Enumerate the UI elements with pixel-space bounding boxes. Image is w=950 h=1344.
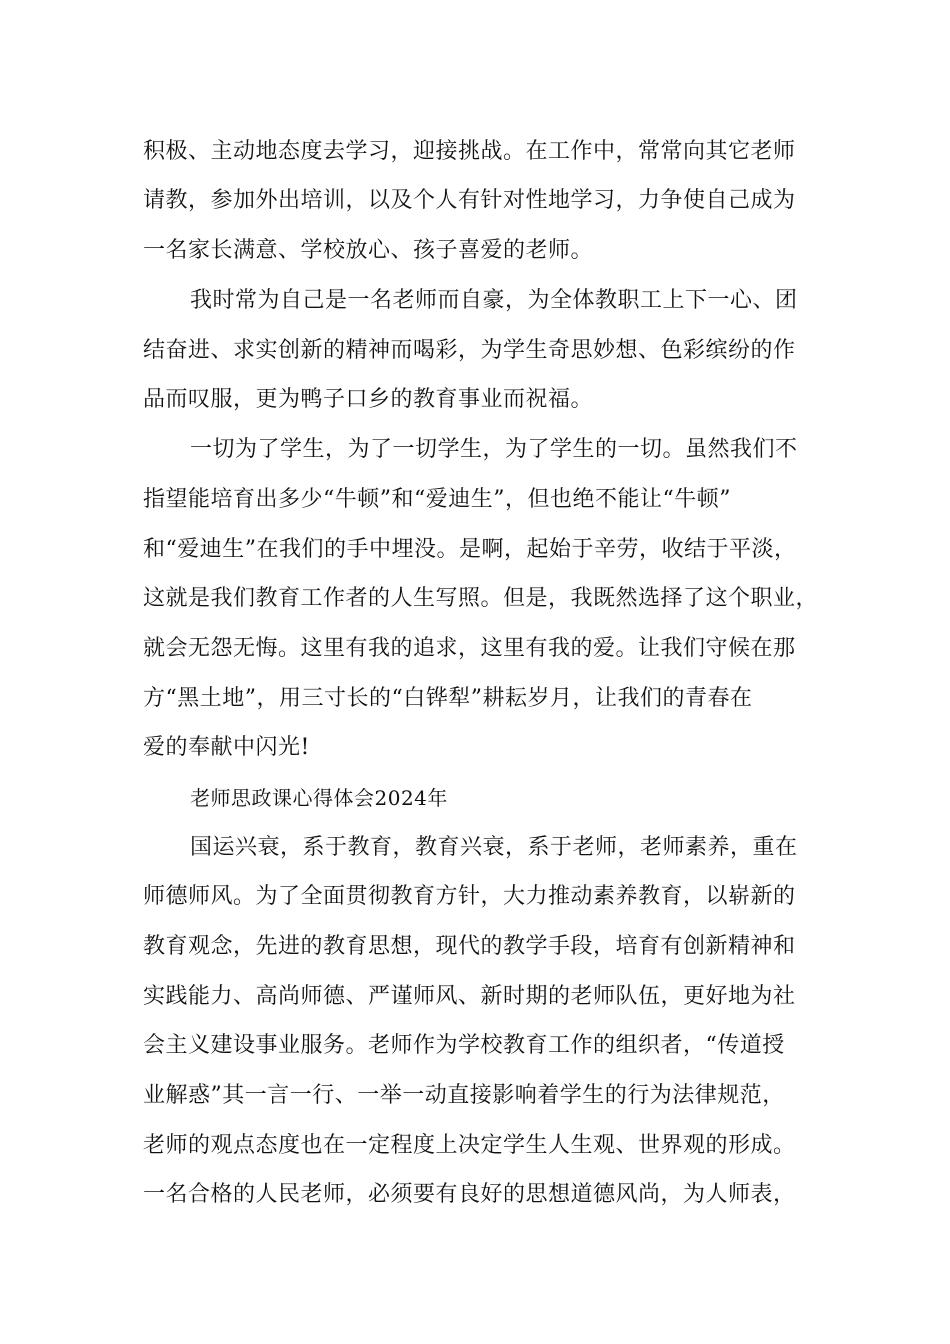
text-line: 指望能培育出多少“牛顿”和“爱迪生”，但也绝不能让“牛顿” — [143, 487, 731, 512]
section-title: 老师思政课心得体会2024年 — [190, 786, 448, 810]
text-line: 结奋进、求实创新的精神而喝彩，为学生奇思妙想、色彩缤纷的作 — [143, 338, 796, 363]
text-line: 会主义建设事业服务。老师作为学校教育工作的组织者，“传道授 — [143, 1033, 785, 1058]
text-line: 和“爱迪生”在我们的手中埋没。是啊，起始于辛劳，收结于平淡， — [143, 537, 797, 562]
text-line: 师德师风。为了全面贯彻教育方针，大力推动素养教育，以崭新的 — [143, 884, 796, 909]
text-line: 这就是我们教育工作者的人生写照。但是，我既然选择了这个职业， — [143, 586, 819, 611]
text-line: 教育观念，先进的教育思想，现代的教学手段，培育有创新精神和 — [143, 934, 796, 959]
paragraph-first-line: 一切为了学生，为了一切学生，为了学生的一切。虽然我们不 — [190, 437, 798, 462]
text-line: 方“黑土地”，用三寸长的“白铧犁”耕耘岁月，让我们的青春在 — [143, 686, 753, 711]
text-line: 积极、主动地态度去学习，迎接挑战。在工作中，常常向其它老师 — [143, 139, 796, 164]
text-line: 一名家长满意、学校放心、孩子喜爱的老师。 — [143, 238, 594, 263]
text-line: 就会无怨无悔。这里有我的追求，这里有我的爱。让我们守候在那 — [143, 636, 796, 661]
text-line: 老师的观点态度也在一定程度上决定学生人生观、世界观的形成。 — [143, 1133, 796, 1158]
text-line: 实践能力、高尚师德、严谨师风、新时期的老师队伍，更好地为社 — [143, 984, 796, 1009]
paragraph-first-line: 我时常为自己是一名老师而自豪，为全体教职工上下一心、团 — [190, 288, 798, 313]
text-line: 品而叹服，更为鸭子口乡的教育事业而祝福。 — [143, 387, 594, 412]
text-line: 一名合格的人民老师，必须要有良好的思想道德风尚，为人师表， — [143, 1182, 796, 1207]
text-line: 请教，参加外出培训，以及个人有针对性地学习，力争使自己成为 — [143, 188, 796, 213]
text-line: 业解惑”其一言一行、一举一动直接影响着学生的行为法律规范， — [143, 1083, 785, 1108]
paragraph-first-line: 国运兴衰，系于教育，教育兴衰，系于老师，老师素养，重在 — [190, 835, 798, 860]
text-line: 爱的奉献中闪光! — [143, 735, 310, 760]
